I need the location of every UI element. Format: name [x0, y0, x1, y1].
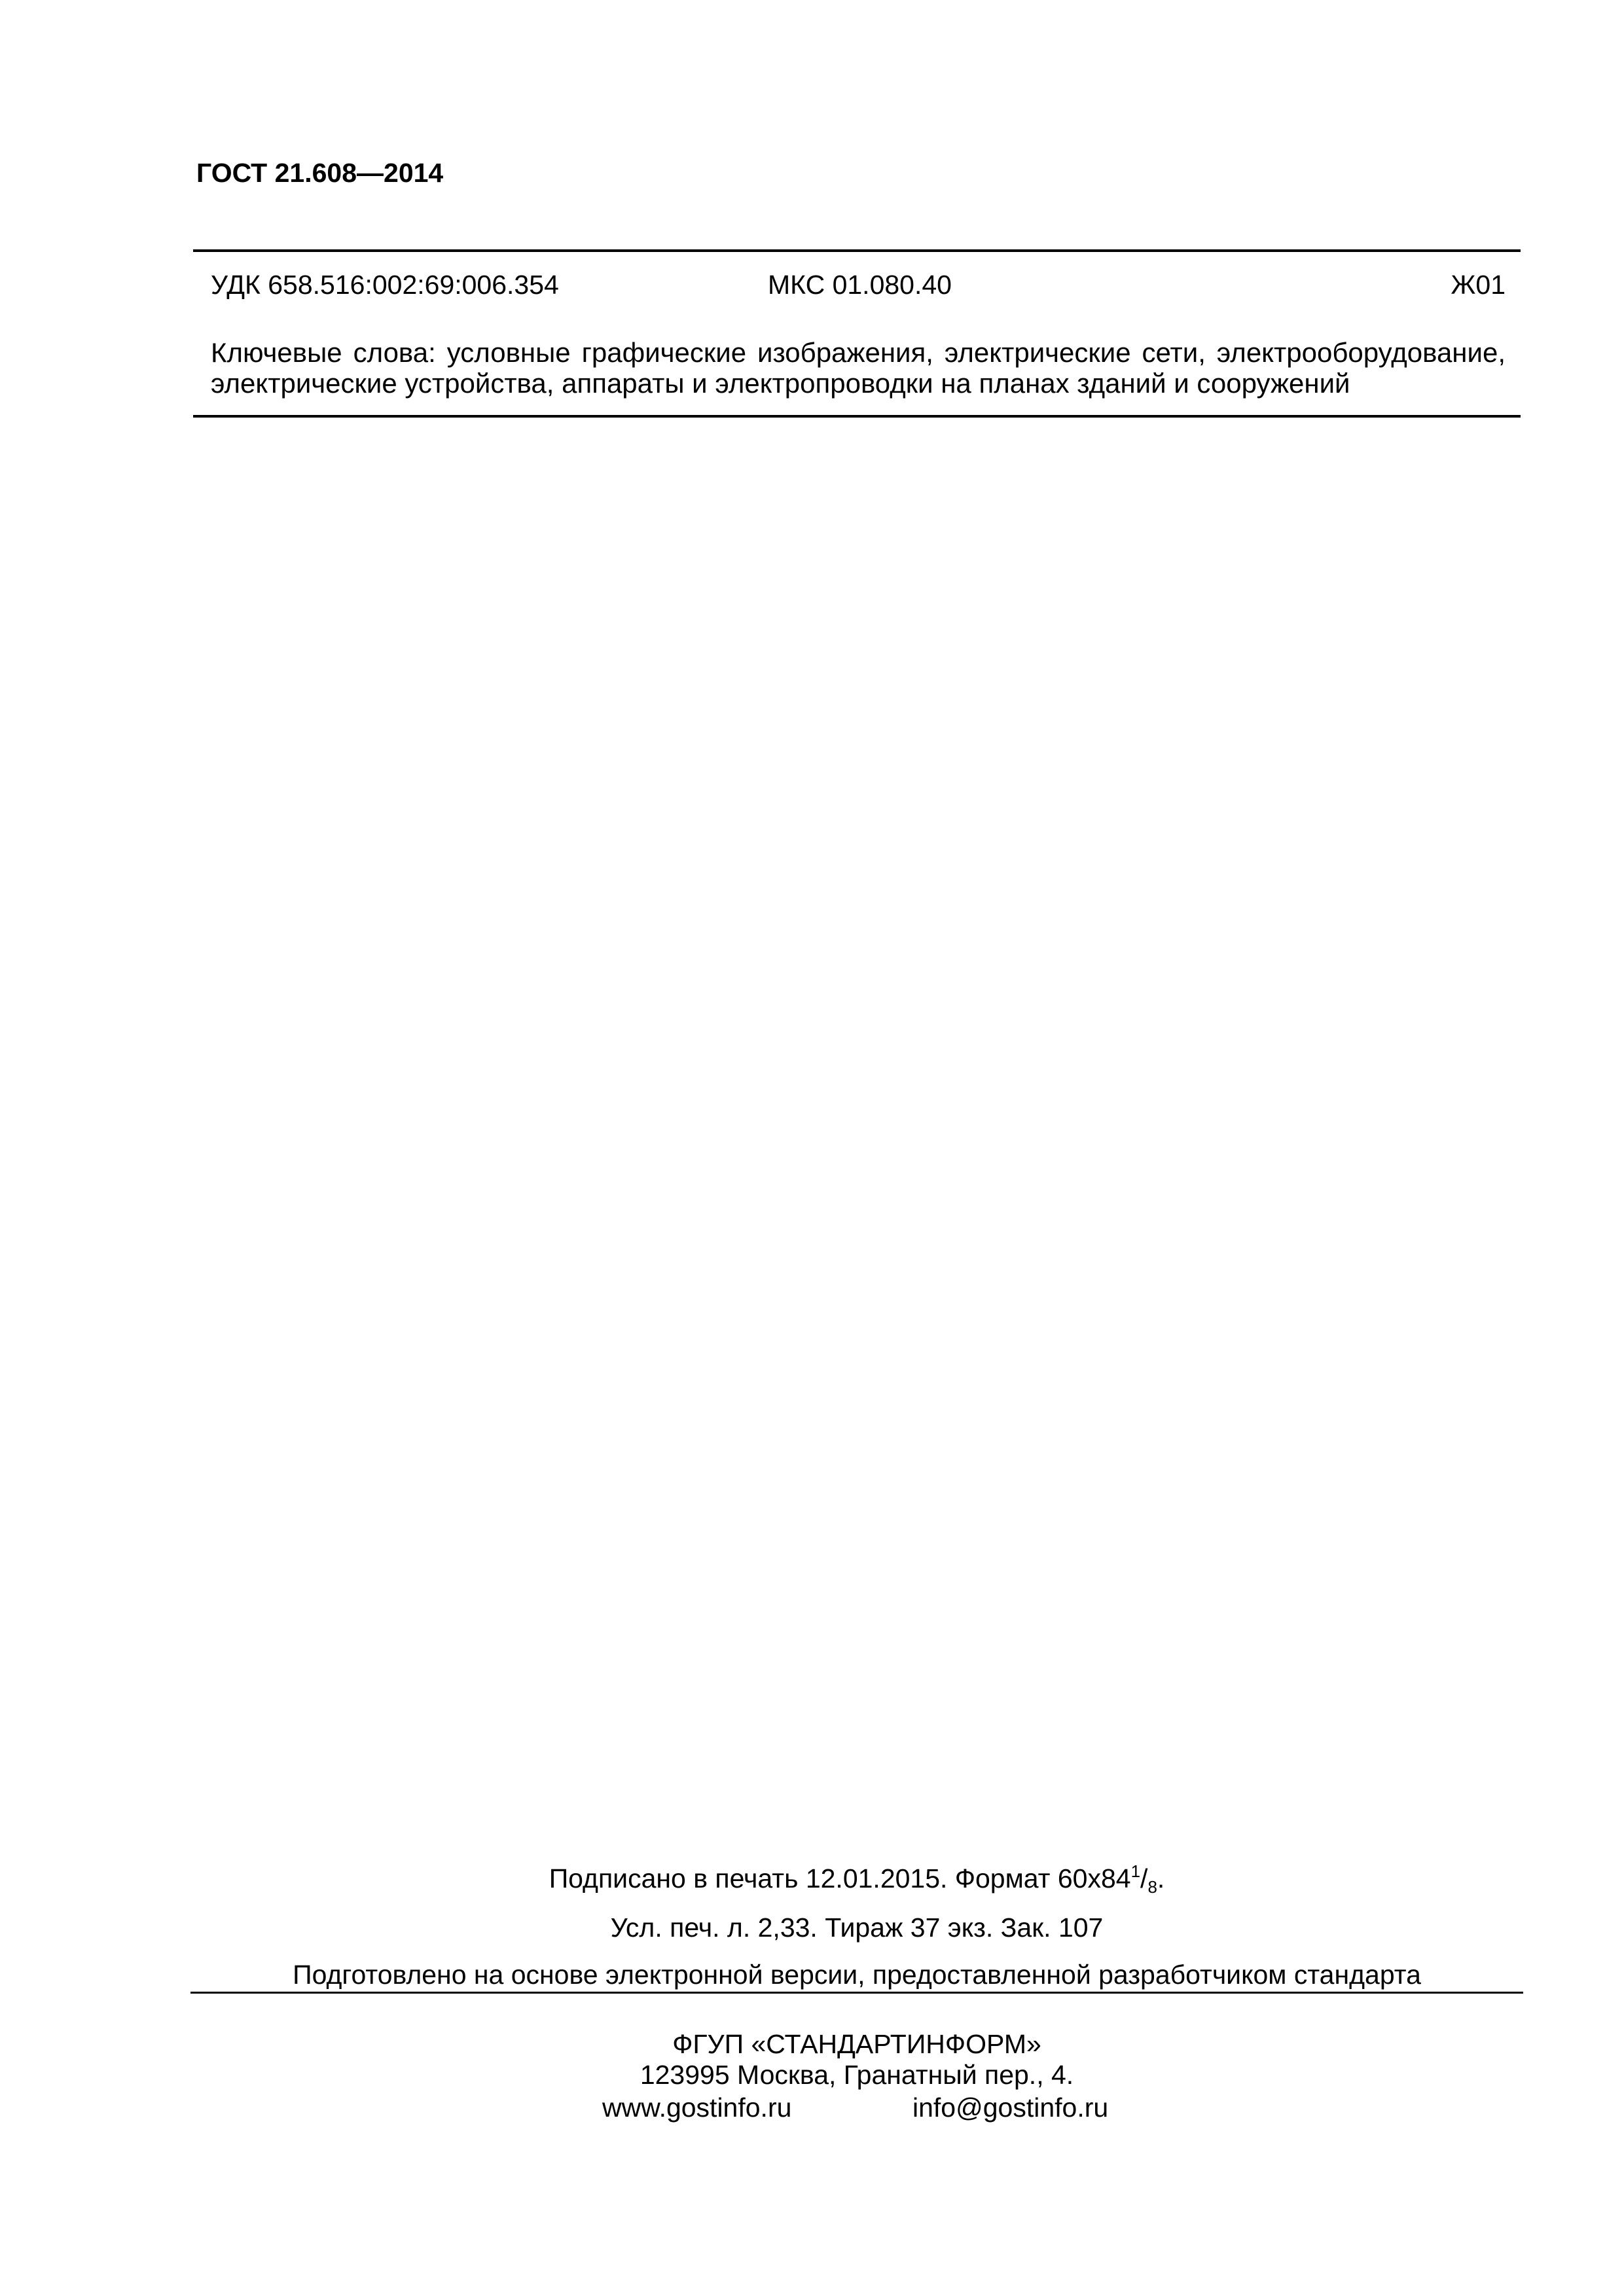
- publisher-name: ФГУП «СТАНДАРТИНФОРМ»: [672, 2029, 1041, 2059]
- publisher-website: www.gostinfo.ru: [602, 2092, 792, 2123]
- format-slash: /: [1140, 1863, 1148, 1893]
- publisher-email: info@gostinfo.ru: [912, 2092, 1109, 2123]
- udk-code: УДК 658.516:002:69:006.354: [211, 270, 559, 300]
- classification-group: Ж01: [1451, 270, 1506, 300]
- prepared-note: Подготовлено на основе электронной версии, предоставленной разработчиком стандарта: [293, 1960, 1421, 1990]
- mks-code: МКС 01.080.40: [768, 270, 952, 300]
- publisher-address: 123995 Москва, Гранатный пер., 4.: [640, 2060, 1074, 2090]
- keywords-line-1: Ключевые слова: условные графические изображения, электрические сети, электрооборудование,: [211, 337, 1506, 368]
- print-sheets-info: Усл. печ. л. 2,33. Тираж 37 экз. Зак. 107: [610, 1912, 1104, 1943]
- document-code: ГОСТ 21.608—2014: [196, 158, 444, 188]
- format-denominator: 8: [1147, 1877, 1157, 1897]
- format-numerator: 1: [1130, 1861, 1141, 1881]
- keywords-line-2: электрические устройства, аппараты и электропроводки на планах зданий и сооружений: [211, 368, 1350, 399]
- signed-text: Подписано в печать 12.01.2015. Формат 60x84: [549, 1863, 1131, 1893]
- imprint-rule: [190, 1992, 1523, 1994]
- keywords-bottom-rule: [193, 415, 1521, 418]
- top-rule: [193, 249, 1521, 252]
- signed-to-print: [190, 1861, 1523, 1897]
- format-end: .: [1157, 1863, 1165, 1893]
